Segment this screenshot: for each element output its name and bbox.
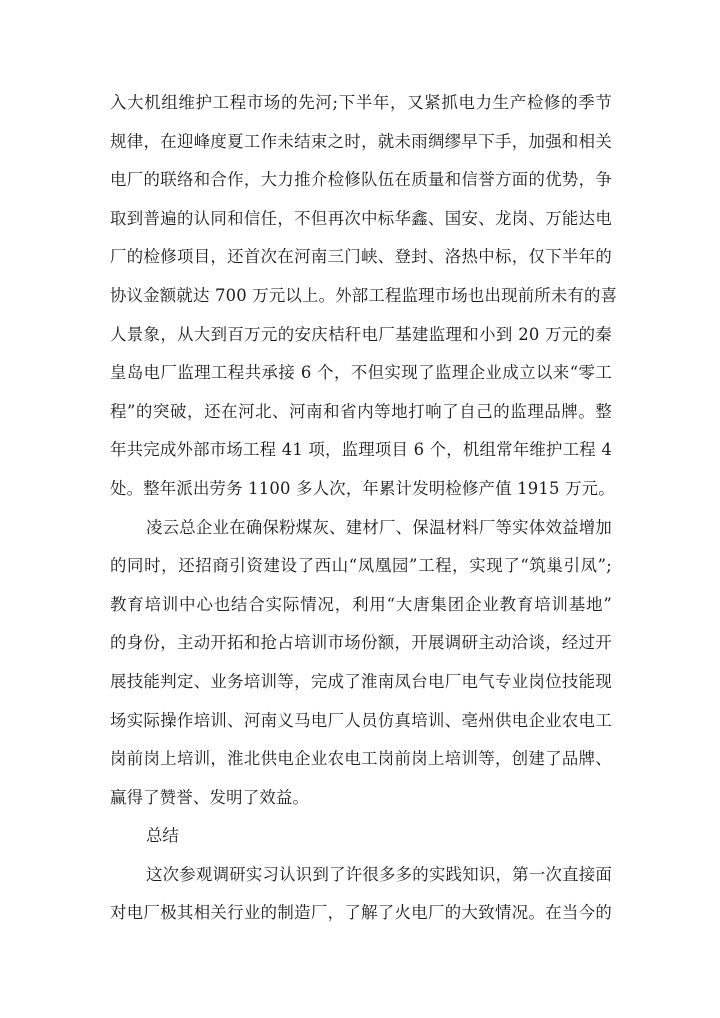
paragraph-2	[110, 509, 612, 818]
text-line: 协议金额就达 700 万元以上。外部工程监理市场也出现前所未有的喜	[110, 285, 618, 305]
text-line: 年共完成外部市场工程 41 项，监理项目 6 个，机组常年维护工程 4	[110, 440, 612, 460]
text-line: 赢得了赞誉、发明了效益。	[110, 787, 310, 807]
paragraph-1	[110, 84, 618, 509]
text-line: 电厂的联络和合作，大力推介检修队伍在质量和信誉方面的优势，争	[110, 170, 612, 190]
text-line: 这次参观调研实习认识到了许很多多的实践知识，第一次直接面	[146, 864, 612, 884]
text-line: 教育培训中心也结合实际情况，利用“大唐集团企业教育培训基地”	[110, 594, 612, 614]
text-line: 取到普遍的认同和信任，不但再次中标华鑫、国安、龙岗、万能达电	[110, 208, 612, 228]
section-heading: 总结	[146, 826, 179, 846]
text-line: 的身份，主动开拓和抢占培训市场份额，开展调研主动洽谈，经过开	[110, 633, 612, 653]
text-line: 程”的突破，还在河北、河南和省内等地打响了自己的监理品牌。整	[110, 401, 612, 421]
text-line: 处。整年派出劳务 1100 多人次，年累计发明检修产值 1915 万元。	[110, 478, 615, 498]
text-line: 规律，在迎峰度夏工作未结束之时，就未雨绸缪早下手，加强和相关	[110, 131, 612, 151]
text-line: 皇岛电厂监理工程共承接 6 个，不但实现了监理企业成立以来“零工	[110, 363, 612, 383]
text-line: 凌云总企业在确保粉煤灰、建材厂、保温材料厂等实体效益增加	[146, 517, 612, 537]
text-line: 展技能判定、业务培训等，完成了淮南凤台电厂电气专业岗位技能现	[110, 671, 612, 691]
paragraph-3	[110, 856, 612, 933]
document-body	[110, 84, 618, 933]
text-line: 的同时，还招商引资建设了西山“凤凰园”工程，实现了“筑巢引凤”;	[110, 556, 612, 576]
text-line: 厂的检修项目，还首次在河南三门峡、登封、洛热中标，仅下半年的	[110, 247, 612, 267]
text-line: 岗前岗上培训，淮北供电企业农电工岗前岗上培训等，创建了品牌、	[110, 749, 612, 769]
text-line: 对电厂极其相关行业的制造厂，了解了火电厂的大致情况。在当今的	[110, 903, 612, 923]
text-line: 人景象，从大到百万元的安庆桔秆电厂基建监理和小到 20 万元的秦	[110, 324, 612, 344]
text-line: 入大机组维护工程市场的先河;下半年，又紧抓电力生产检修的季节	[110, 93, 612, 112]
text-line: 场实际操作培训、河南义马电厂人员仿真培训、亳州供电企业农电工	[110, 710, 612, 730]
